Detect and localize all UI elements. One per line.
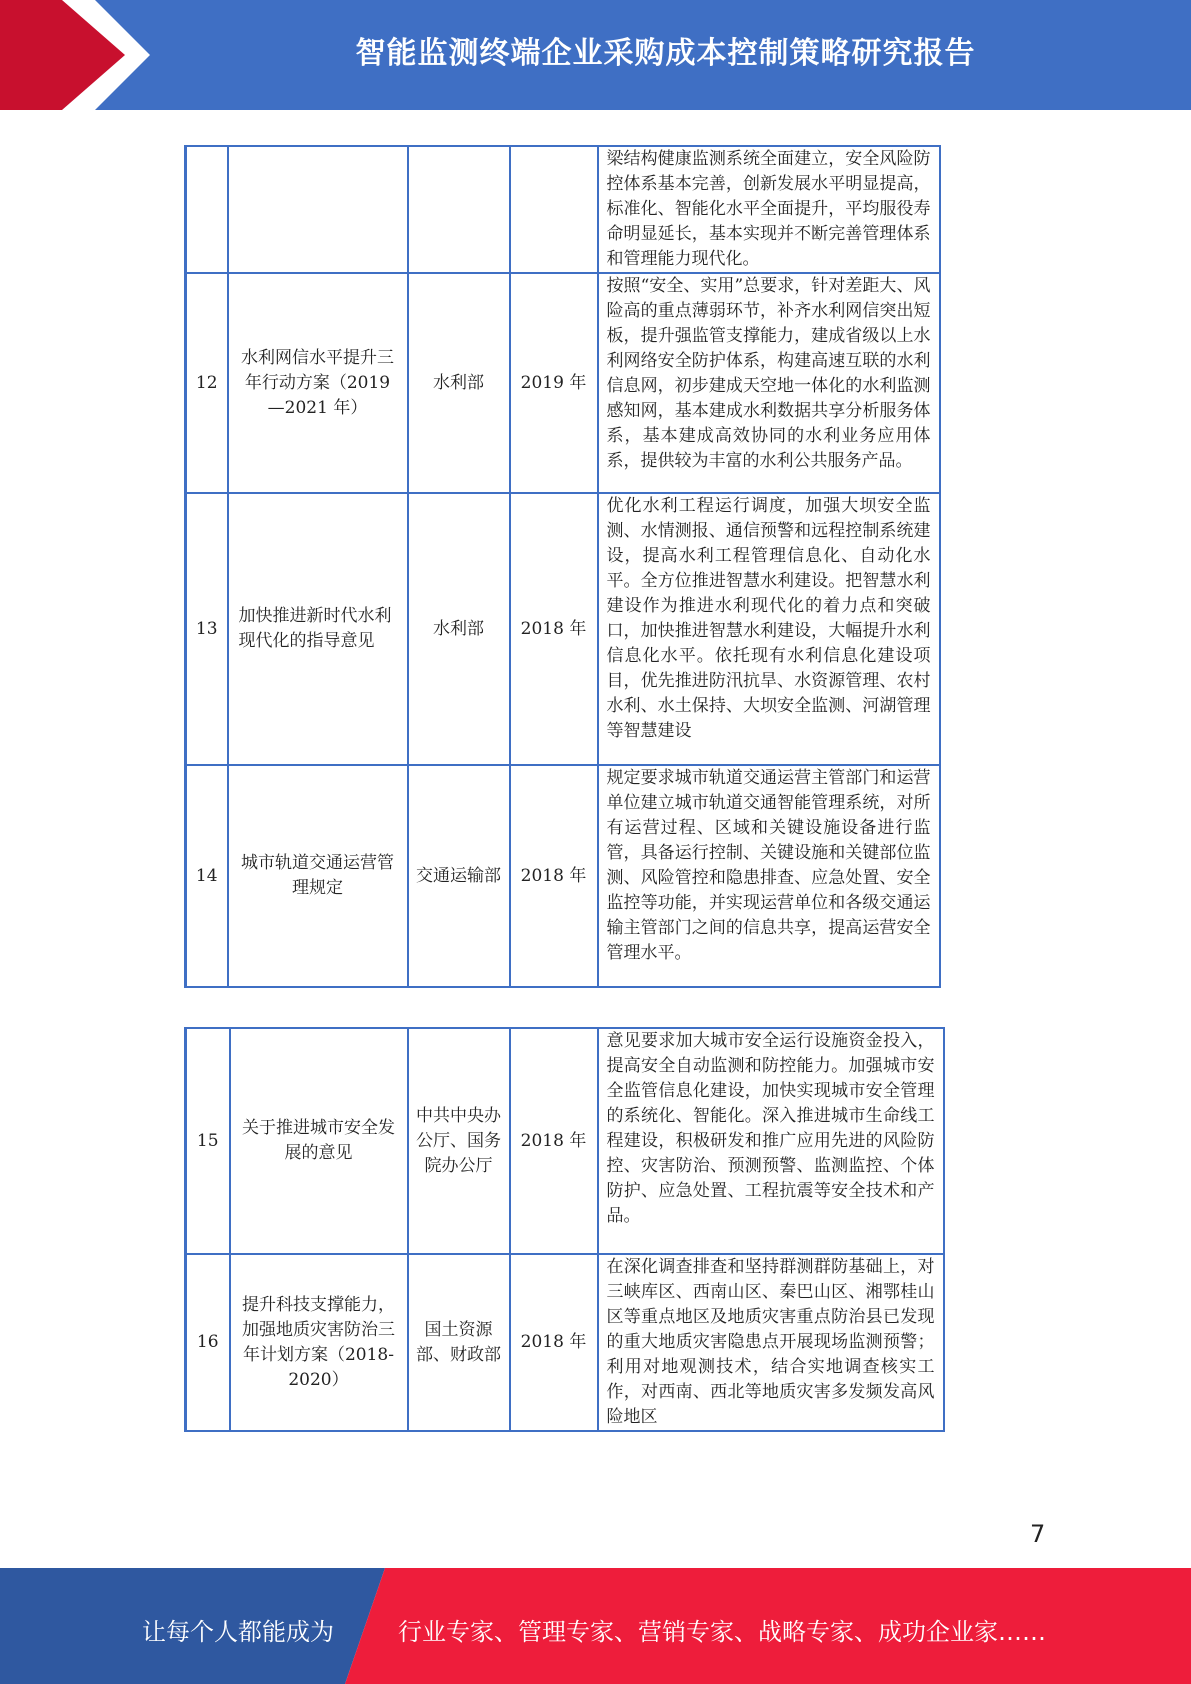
policy-name: 城市轨道交通运营管理规定 bbox=[228, 765, 408, 987]
table-row bbox=[186, 765, 940, 987]
policy-name: 关于推进城市安全发展的意见 bbox=[230, 1028, 408, 1254]
policy-name: 加快推进新时代水利现代化的指导意见 bbox=[228, 493, 408, 765]
footer-slogan-left: 让每个人都能成为 bbox=[142, 1618, 334, 1646]
issue-year: 2018 年 bbox=[510, 765, 598, 987]
table-row bbox=[186, 146, 940, 273]
issuing-department: 国土资源部、财政部 bbox=[408, 1254, 510, 1431]
issue-year bbox=[510, 146, 598, 273]
policy-description: 优化水利工程运行调度，加强大坝安全监测、水情测报、通信预警和远程控制系统建设，提高水利工程管理信息化、自动化水平。全方位推进智慧水利建设。把智慧水利建设作为推进水利现代化的着力点和突破口，加快推进智慧水利建设，大幅提升水利信息化水平。依托现有水利信息化建设项目，优先推进防汛抗旱、水资源管理、农村水利、水土保持、大坝安全监测、河湖管理等智慧建设 bbox=[598, 493, 940, 765]
footer-slogan-right: 行业专家、管理专家、营销专家、战略专家、成功企业家…… bbox=[398, 1618, 1046, 1646]
table-row bbox=[186, 493, 940, 765]
issuing-department: 水利部 bbox=[408, 493, 510, 765]
row-number: 15 bbox=[186, 1028, 230, 1254]
policy-table-1 bbox=[184, 145, 941, 988]
table-row bbox=[186, 1254, 944, 1431]
policy-description: 梁结构健康监测系统全面建立，安全风险防控体系基本完善，创新发展水平明显提高，标准化、智能化水平全面提升，平均服役寿命明显延长，基本实现并不断完善管理体系和管理能力现代化。 bbox=[598, 146, 940, 273]
report-title: 智能监测终端企业采购成本控制策略研究报告 bbox=[355, 36, 976, 71]
issuing-department: 中共中央办公厅、国务院办公厅 bbox=[408, 1028, 510, 1254]
policy-name: 水利网信水平提升三年行动方案（2019—2021 年） bbox=[228, 273, 408, 493]
policy-name: 提升科技支撑能力，加强地质灾害防治三年计划方案（2018-2020） bbox=[230, 1254, 408, 1431]
table-row bbox=[186, 273, 940, 493]
policy-description: 规定要求城市轨道交通运营主管部门和运营单位建立城市轨道交通智能管理系统，对所有运营过程、区域和关键设施设备进行监管，具备运行控制、关键设施和关键部位监测、风险管控和隐患排查、应急处置、安全监控等功能，并实现运营单位和各级交通运输主管部门之间的信息共享，提高运营安全管理水平。 bbox=[598, 765, 940, 987]
row-number: 14 bbox=[186, 765, 228, 987]
policy-description: 按照“安全、实用”总要求，针对差距大、风险高的重点薄弱环节，补齐水利网信突出短板，提升强监管支撑能力，建成省级以上水利网络安全防护体系，构建高速互联的水利信息网，初步建成天空地一体化的水利监测感知网，基本建成水利数据共享分析服务体系，基本建成高效协同的水利业务应用体系，提供较为丰富的水利公共服务产品。 bbox=[598, 273, 940, 493]
issue-year: 2018 年 bbox=[510, 493, 598, 765]
page-number: 7 bbox=[1030, 1520, 1046, 1548]
table-row bbox=[186, 1028, 944, 1254]
page-header bbox=[0, 0, 1191, 110]
header-red-chevron bbox=[0, 0, 150, 110]
issuing-department bbox=[408, 146, 510, 273]
row-number: 13 bbox=[186, 493, 228, 765]
policy-description: 意见要求加大城市安全运行设施资金投入，提高安全自动监测和防控能力。加强城市安全监管信息化建设，加快实现城市安全管理的系统化、智能化。深入推进城市生命线工程建设，积极研发和推广应用先进的风险防控、灾害防治、预测预警、监测监控、个体防护、应急处置、工程抗震等安全技术和产品。 bbox=[598, 1028, 944, 1254]
policy-name bbox=[228, 146, 408, 273]
issue-year: 2018 年 bbox=[510, 1254, 598, 1431]
issuing-department: 交通运输部 bbox=[408, 765, 510, 987]
issuing-department: 水利部 bbox=[408, 273, 510, 493]
issue-year: 2018 年 bbox=[510, 1028, 598, 1254]
policy-description: 在深化调查排查和坚持群测群防基础上，对三峡库区、西南山区、秦巴山区、湘鄂桂山区等重点地区及地质灾害重点防治县已发现的重大地质灾害隐患点开展现场监测预警；利用对地观测技术，结合实地调查核实工作，对西南、西北等地质灾害多发频发高风险地区 bbox=[598, 1254, 944, 1431]
policy-table-2 bbox=[184, 1027, 945, 1432]
row-number: 16 bbox=[186, 1254, 230, 1431]
row-number bbox=[186, 146, 228, 273]
issue-year: 2019 年 bbox=[510, 273, 598, 493]
row-number: 12 bbox=[186, 273, 228, 493]
